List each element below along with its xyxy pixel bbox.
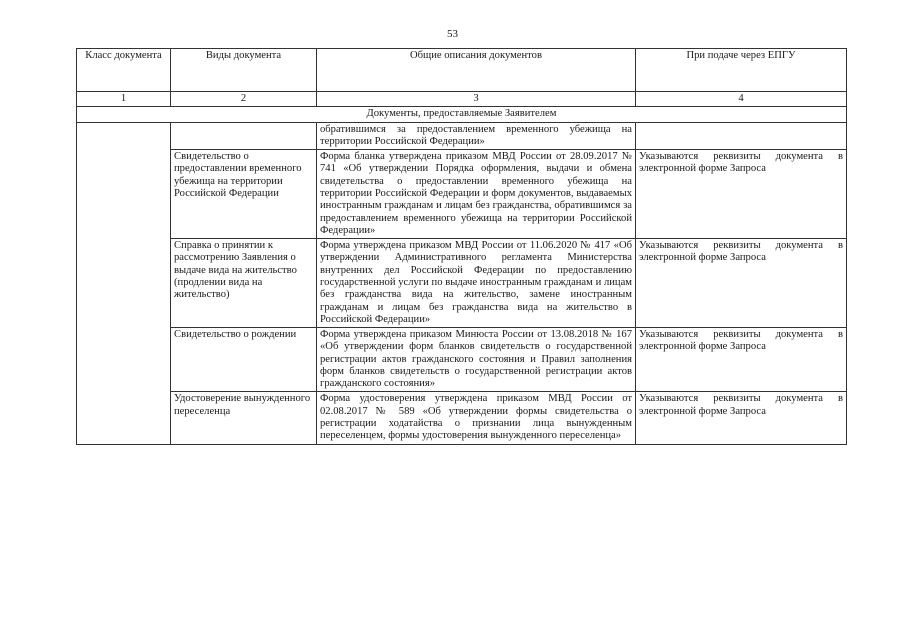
header-epgu: При подаче через ЕПГУ — [636, 49, 847, 92]
doc-kind-cell: Свидетельство о предоставлении временного убежища на территории Российской Федерации — [171, 150, 317, 239]
table-row — [77, 392, 847, 444]
doc-kind-cell: Справка о принятии к рассмотрению Заявления о выдаче вида на жительство (продлении вида на жительство) — [171, 239, 317, 328]
documents-table — [76, 48, 847, 445]
column-number: 2 — [171, 92, 317, 107]
doc-class-cell — [77, 122, 171, 444]
epgu-cell: Указываются реквизиты документа в электронной форме Запроса — [636, 150, 847, 239]
table-header-row — [77, 49, 847, 92]
epgu-cell — [636, 122, 847, 150]
header-doc-class: Класс документа — [77, 49, 171, 92]
description-cell: Форма удостоверения утверждена приказом МВД России от 02.08.2017 № 589 «Об утверждении формы свидетельства о регистрации ходатайства о признании лица вынужденным переселенцем, формы удостоверения вынужденного переселенца» — [317, 392, 636, 444]
description-cell: обратившимся за предоставлением временного убежища на территории Российской Федерации» — [317, 122, 636, 150]
table-row — [77, 150, 847, 239]
epgu-cell: Указываются реквизиты документа в электронной форме Запроса — [636, 392, 847, 444]
epgu-cell: Указываются реквизиты документа в электронной форме Запроса — [636, 328, 847, 392]
description-cell: Форма утверждена приказом МВД России от 11.06.2020 № 417 «Об утверждении Административного регламента Министерства внутренних дел Российской Федерации по предоставлению государственной услуги по выдаче иностранным гражданам и лицам без гражданства вида на жительство, замене иностранным гражданам и лицам без гражданства вида на жительство в Российской Федерации» — [317, 239, 636, 328]
section-title: Документы, предоставляемые Заявителем — [77, 107, 847, 122]
section-row — [77, 107, 847, 122]
column-number: 1 — [77, 92, 171, 107]
column-numbers-row — [77, 92, 847, 107]
header-description: Общие описания документов — [317, 49, 636, 92]
header-doc-kind: Виды документа — [171, 49, 317, 92]
column-number: 3 — [317, 92, 636, 107]
table-row — [77, 328, 847, 392]
page-number: 53 — [447, 28, 458, 40]
doc-kind-cell: Свидетельство о рождении — [171, 328, 317, 392]
epgu-cell: Указываются реквизиты документа в электронной форме Запроса — [636, 239, 847, 328]
description-cell: Форма утверждена приказом Минюста России от 13.08.2018 № 167 «Об утверждении форм бланков свидетельств о государственной регистрации актов гражданского состояния и Правил заполнения форм бланков свидетельств о государственной регистрации актов гражданского состояния» — [317, 328, 636, 392]
description-cell: Форма бланка утверждена приказом МВД России от 28.09.2017 № 741 «Об утверждении Порядка оформления, выдачи и обмена свидетельства о предоставлении временного убежища на территории Российской Федерации и форм документов, выдаваемых иностранным гражданам и лицам без гражданства, обратившимся за предоставлением временного убежища на территории Российской Федерации» — [317, 150, 636, 239]
doc-kind-cell: Удостоверение вынужденного переселенца — [171, 392, 317, 444]
table-row — [77, 239, 847, 328]
doc-kind-cell — [171, 122, 317, 150]
column-number: 4 — [636, 92, 847, 107]
table-row — [77, 122, 847, 150]
